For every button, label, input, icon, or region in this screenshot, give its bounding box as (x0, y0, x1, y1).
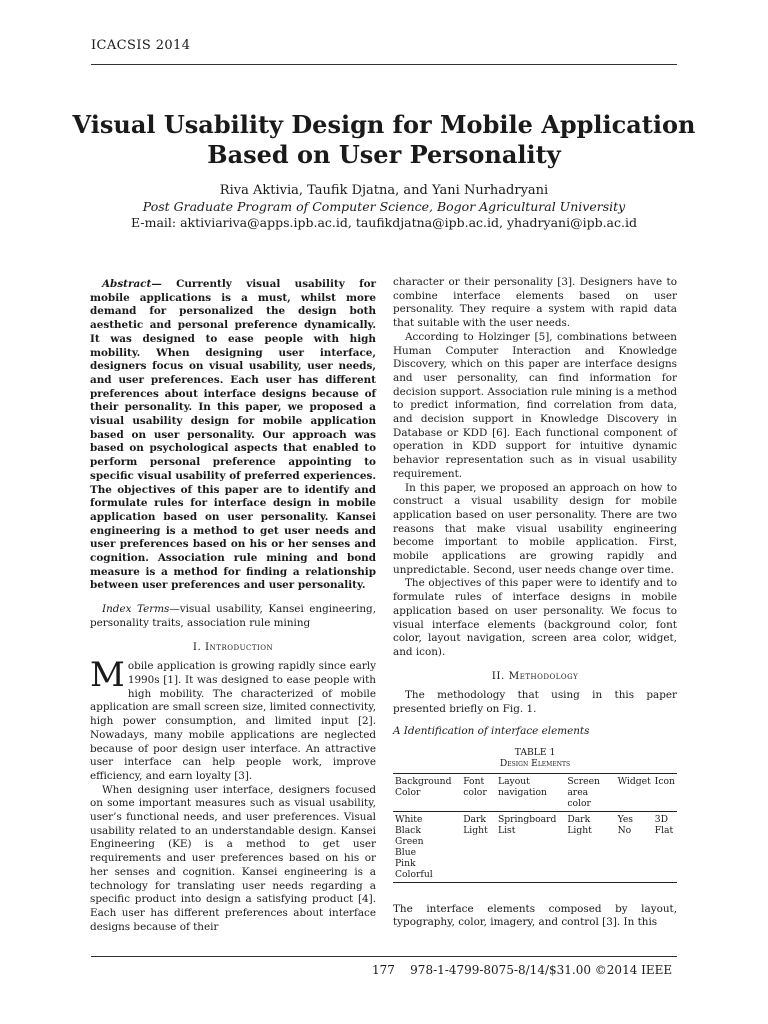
abstract (90, 278, 376, 593)
page-number: 177 (372, 963, 395, 977)
table-cell: 3D Flat (654, 813, 674, 836)
conference-name: ICACSIS 2014 (91, 38, 191, 53)
table-header-cell: Widget (617, 775, 651, 787)
table-cell: Dark Light (463, 813, 488, 836)
isbn-copyright: 978-1-4799-8075-8/14/$31.00 ©2014 IEEE (410, 963, 673, 977)
footer (372, 963, 672, 977)
right-paragraph-4: The objectives of this paper were to identify and to formulate rules of interface designs in mobile application based on user personality. We focus to visual interface elements (background color, font color, layout navigation, screen area color, widget, and icon). (393, 577, 677, 658)
index-terms-text: —visual usability, Kansei engineering, personality traits, association rule mining (90, 603, 377, 629)
table-cell: Springboard List (497, 813, 557, 836)
methodology-paragraph: The methodology that using in this paper presented briefly on Fig. 1. (393, 689, 677, 716)
subsection-heading: A Identification of interface elements (393, 724, 590, 737)
table-header-cell: Background Color (395, 775, 452, 798)
table-caption: Design Elements (499, 757, 571, 769)
left-column (90, 278, 376, 934)
index-terms-label: Index Terms (102, 603, 170, 616)
table-cell: White Black Green Blue Pink Colorful (395, 813, 433, 880)
table-row (393, 811, 677, 882)
footer-rule (91, 956, 677, 957)
affiliation: Post Graduate Program of Computer Science, Bogor Agricultural University (142, 199, 626, 214)
table-header-cell: Icon (654, 775, 675, 787)
design-elements-table (393, 773, 677, 883)
email-line: E-mail: aktiviariva@apps.ipb.ac.id, taufikdjatna@ipb.ac.id, yhadryani@ipb.ac.id (131, 215, 637, 230)
abstract-text: — Currently visual usability for mobile applications is a must, whilst more demand for personalized the design both aesthetic and personal preference dynamically. It was designed to ease people with high mobility. When designing user interface, designers focus on visual usability, user needs, and user preferences. Each user has different preferences about interface designs because of their personality. In this paper, we proposed a visual usability design for mobile application based on user personality. Our approach was based on psychological aspects that enabled to perform personal preference appointing to specific visual usability of preferred experiences. The objectives of this paper are to identify and formulate rules for interface design in mobile application based on user personality. Kansei engineering is a method to get user needs and user preferences based on his or her senses and cognition. Association rule mining and bond measure is a method for finding a relationship between user preferences and user personality. (90, 278, 376, 592)
right-paragraph-1: character or their personality [3]. Designers have to combine interface elements based on user personality. They require a system with rapid data that suitable with the user needs. (393, 276, 677, 330)
table-label: TABLE 1 (514, 746, 556, 758)
section-heading-methodology: II. Methodology (491, 669, 579, 682)
section-heading-introduction: I. Introduction (192, 640, 274, 653)
header-rule (91, 64, 677, 65)
intro-paragraph-1: Mobile application is growing rapidly since early 1990s [1]. It was designed to ease people with high mobility. The characterized of mobile application are small screen size, limited connectivity, high power consumption, and limited input [2]. Nowadays, many mobile applications are neglected because of poor design user interface. An attractive user interface can help people work, improve efficiency, and earn loyalty [3]. (90, 655, 376, 782)
table-cell: Yes No (617, 813, 634, 836)
right-paragraph-3: In this paper, we proposed an approach on how to construct a visual usability design for mobile application based on user personality. There are two reasons that make visual usability engineering become important to mobile application. First, mobile applications are growing rapidly and unpredictable. Second, user needs change over time. (393, 481, 677, 576)
table-cell: Dark Light (567, 813, 592, 836)
right-closing-paragraph: The interface elements composed by layout, typography, color, imagery, and control [3]. In this (393, 902, 677, 929)
table-header-cell: Font color (463, 775, 487, 798)
intro-paragraph-2: When designing user interface, designers focused on some important measures such as visual usability, user’s functional needs, and user preferences. Visual usability related to an understandable design. Kansei Engineering (KE) is a method to get user requirements and user preferences based on his or her senses and cognition. Kansei engineering is a technology for translating user needs regarding a specific product into design a satisfying product [4]. Each user has different preferences about interface designs because of their (90, 783, 376, 933)
authors: Riva Aktivia, Taufik Djatna, and Yani Nurhadryani (219, 183, 549, 198)
table-header-row (393, 773, 677, 811)
index-terms (90, 603, 376, 630)
paper-title: Visual Usability Design for Mobile Application Based on User Personality (72, 110, 696, 169)
right-column (393, 276, 677, 930)
right-paragraph-2: According to Holzinger [5], combinations between Human Computer Interaction and Knowledge Discovery, which on this paper are interface designs and user personality, can find information for decision support. Association rule mining is a method to predict information, find correlation from data, and decision support in Knowledge Discovery in Database or KDD [6]. Each functional component of operation in KDD support for intuitive dynamic behavior representation such as in visual usability requirement. (393, 330, 677, 480)
abstract-label: Abstract (102, 278, 152, 290)
table-header-cell: Layout navigation (497, 775, 547, 798)
table-header-cell: Screen area color (567, 775, 600, 809)
